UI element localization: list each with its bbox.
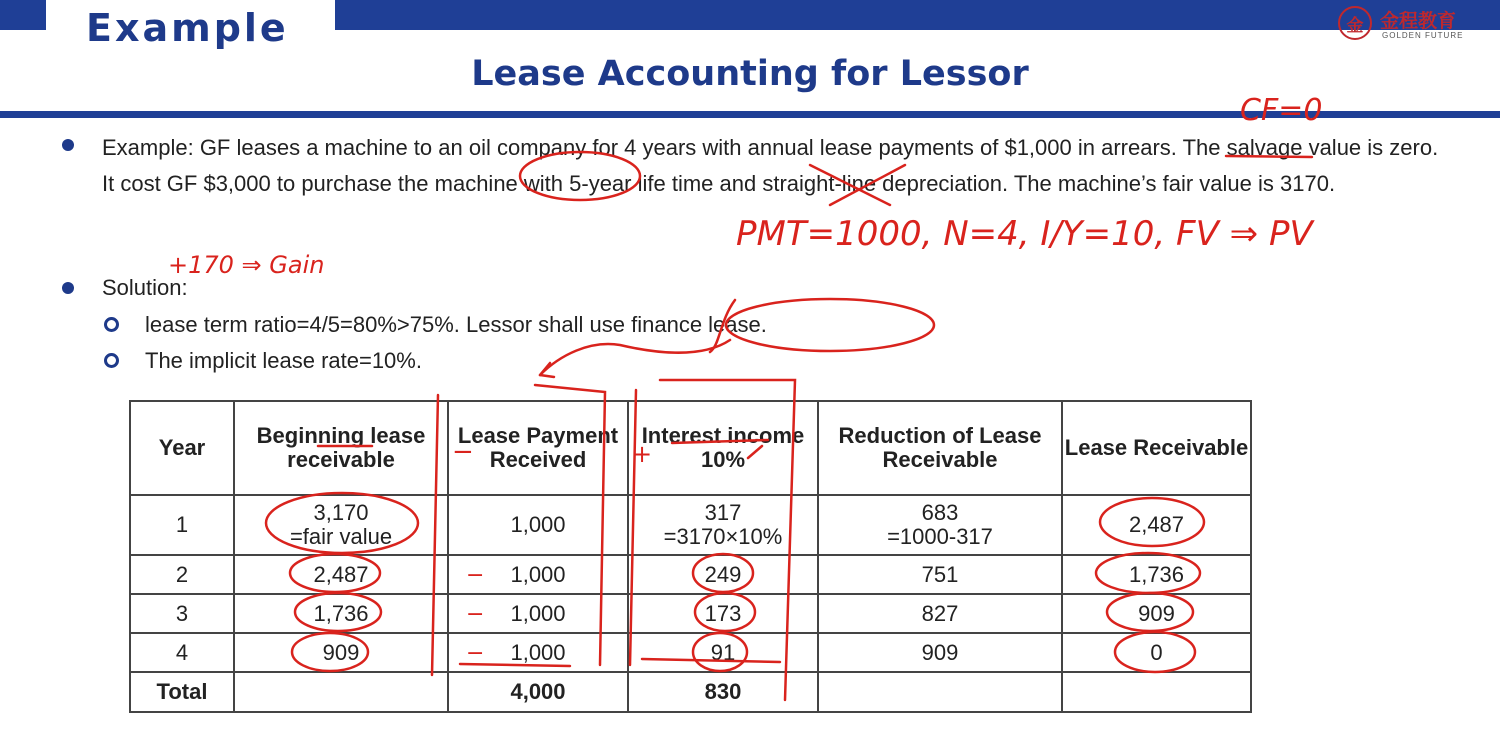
cell-interest: 173 [628, 594, 818, 633]
logo-emblem-icon: 金 [1338, 6, 1372, 40]
header-interest: Interest income 10% [628, 401, 818, 495]
cell-year: 1 [130, 495, 234, 555]
annotation-minus: − [466, 563, 485, 588]
cell-year: 2 [130, 555, 234, 594]
annotation-cf0: CF=0 [1240, 93, 1323, 128]
bullet-ring-icon [104, 317, 119, 332]
annotation-minus: − [466, 602, 485, 627]
header-reduction: Reduction of Lease Receivable [818, 401, 1062, 495]
table-row [130, 633, 1251, 672]
table-row [130, 555, 1251, 594]
slide-header [0, 0, 1500, 112]
header-receivable: Lease Receivable [1062, 401, 1251, 495]
cell-payment: 1,000 [448, 495, 628, 555]
cell-beginning: 3,170 =fair value [234, 495, 448, 555]
bullet-dot-icon [62, 139, 74, 151]
cell-beginning: 1,736 [234, 594, 448, 633]
cell-total-interest: 830 [628, 672, 818, 712]
annotation-plus: + [632, 440, 653, 468]
header-band-right [335, 0, 1500, 30]
bullet-dot-icon [62, 282, 74, 294]
example-paragraph: Example: GF leases a machine to an oil company for 4 years with annual lease payments of $1,000 in arrears. The salvage value is zero. It cost GF $3,000 to purchase the machine with 5-year life time and straight-line depreciation. The machine’s fair value is 3170. [102, 135, 1439, 196]
annotation-gain: +170 ⇒ Gain [168, 251, 325, 279]
title-rule [0, 111, 1500, 118]
table-total-row [130, 672, 1251, 712]
cell-total-receivable [1062, 672, 1251, 712]
cell-receivable: 0 [1062, 633, 1251, 672]
lease-schedule-table [129, 400, 1252, 713]
bullet-ring-icon [104, 353, 119, 368]
cell-payment: 1,000 [448, 555, 628, 594]
cell-total-reduction [818, 672, 1062, 712]
cell-receivable: 909 [1062, 594, 1251, 633]
logo-cn-text: 金程教育 [1380, 11, 1457, 32]
logo [1336, 4, 1486, 44]
example-tab: Example [86, 6, 289, 50]
table-header-row [130, 401, 1251, 495]
slide-title: Lease Accounting for Lessor [471, 54, 1029, 94]
sub-bullet-implicit-rate: The implicit lease rate=10%. [145, 348, 422, 373]
header-year: Year [130, 401, 234, 495]
cell-reduction: 827 [818, 594, 1062, 633]
cell-total-label: Total [130, 672, 234, 712]
cell-beginning: 909 [234, 633, 448, 672]
cell-reduction: 751 [818, 555, 1062, 594]
cell-year: 3 [130, 594, 234, 633]
cell-total-payment: 4,000 [448, 672, 628, 712]
cell-reduction: 683 =1000-317 [818, 495, 1062, 555]
cell-reduction: 909 [818, 633, 1062, 672]
table-row [130, 594, 1251, 633]
table-row [130, 495, 1251, 555]
sub-bullet-lease-term: lease term ratio=4/5=80%>75%. Lessor shall use finance lease. [145, 312, 767, 337]
cell-payment: 1,000 [448, 633, 628, 672]
solution-label: Solution: [102, 275, 188, 300]
cell-interest: 317 =3170×10% [628, 495, 818, 555]
annotation-minus: − [466, 641, 485, 666]
header-payment: Lease Payment Received [448, 401, 628, 495]
cell-interest: 91 [628, 633, 818, 672]
cell-payment: 1,000 [448, 594, 628, 633]
cell-year: 4 [130, 633, 234, 672]
annotation-minus: − [452, 437, 474, 467]
header-beginning: Beginning lease receivable [234, 401, 448, 495]
cell-receivable: 2,487 [1062, 495, 1251, 555]
annotation-calculator: PMT=1000, N=4, I/Y=10, FV ⇒ PV [736, 214, 1313, 254]
header-band-left [0, 0, 46, 30]
cell-total-beginning [234, 672, 448, 712]
cell-receivable: 1,736 [1062, 555, 1251, 594]
logo-en-text: GOLDEN FUTURE [1382, 31, 1464, 40]
arrow-to-payment [540, 340, 730, 375]
cell-interest: 249 [628, 555, 818, 594]
arrow-head-icon [540, 363, 554, 377]
cell-beginning: 2,487 [234, 555, 448, 594]
